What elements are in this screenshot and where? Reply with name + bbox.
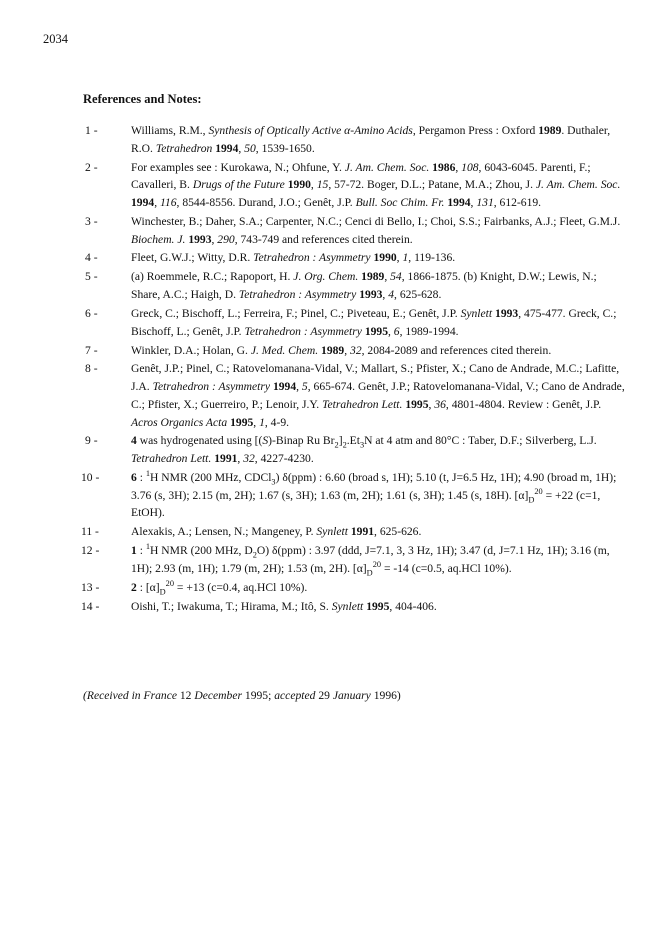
text-segment: 1991	[350, 525, 375, 539]
text-segment: 1996)	[370, 689, 401, 702]
reference-number: 7 -	[85, 343, 98, 357]
text-segment: 131	[476, 196, 494, 209]
reference-text	[131, 344, 551, 357]
text-segment: = +22 (c=1, EtOH).	[131, 488, 601, 520]
text-segment: 2	[342, 440, 347, 450]
text-segment: J. Am. Chem. Soc.	[535, 178, 621, 192]
text-segment: :	[136, 544, 146, 558]
reference-number: 10 -	[81, 471, 100, 485]
reference-text	[131, 161, 620, 209]
text-segment: 15	[316, 178, 329, 192]
text-segment: 1989	[538, 124, 562, 137]
reference-number: 4 -	[85, 251, 98, 265]
text-segment: Tetrahedron Lett.	[131, 452, 212, 466]
text-segment: accepted	[274, 689, 316, 702]
references-list	[0, 122, 672, 617]
text-segment: D	[366, 568, 373, 578]
text-segment: 3	[271, 477, 276, 487]
text-segment: ,	[428, 397, 435, 411]
reference-number: 11 -	[81, 525, 99, 539]
text-segment: 1	[145, 542, 150, 552]
text-segment: H NMR (200 MHz, CDCl	[150, 471, 272, 485]
text-segment: 290	[217, 232, 235, 246]
text-segment: 2	[131, 580, 137, 594]
text-segment: Tetrahedron : Asymmetry	[244, 324, 362, 338]
text-segment: O) δ(ppm) : 3.97 (ddd, J=7.1, 3, 3 Hz, 1H); 3.47 (d, J=7.1 Hz, 1H); 3.16 (m, 1H); 2.93 (m, 1H); 1.79 (m, 2H); 1.53 (m, 2H). [α]	[131, 544, 610, 575]
text-segment: Winchester, B.; Daher, S.A.; Carpenter, N.C.; Cenci di Bello, I.; Choi, S.S.; Fairbanks, A.J.; Fleet, G.M.J.	[131, 214, 621, 228]
reference-text	[131, 434, 597, 465]
text-segment: H NMR (200 MHz, D	[150, 544, 253, 558]
text-segment: 1995;	[242, 689, 275, 702]
text-segment: , 743-749 and references cited therein.	[234, 232, 413, 246]
text-segment: 20	[372, 560, 382, 570]
text-segment: 4	[131, 434, 137, 448]
text-segment: Tetrahedron Lett.	[322, 397, 403, 411]
text-segment: ,	[470, 196, 477, 209]
text-segment: , 4801-4804. Review : Genêt, J.P.	[445, 397, 602, 411]
text-segment: = +13 (c=0.4, aq.HCl 10%).	[174, 580, 308, 594]
text-segment: Biochem. J.	[131, 232, 186, 246]
text-segment: Tetrahedron : Asymmetry	[152, 380, 271, 394]
text-segment: 1989	[321, 343, 345, 357]
text-segment: ) δ(ppm) : 6.60 (broad s, 1H); 5.10 (t, J=6.5 Hz, 1H); 4.90 (broad m, 1H); 3.76 (s, 3H); 2.15 (m, 2H); 1.67 (s, 3H); 1.63 (m, 2H); 1.61 (s, 3H); 1.45 (s, 18H). [α]	[131, 471, 617, 502]
text-segment: 32	[243, 452, 255, 466]
reference-text	[131, 307, 616, 338]
text-segment: 1	[145, 469, 150, 479]
text-segment: Drugs of the Future	[192, 178, 285, 192]
text-segment: :	[136, 471, 146, 485]
text-segment: , 475-477. Greck, C.; Bischoff, L.; Genêt, J.P.	[131, 306, 617, 338]
received-note	[83, 689, 401, 702]
text-segment: 1994	[131, 196, 155, 209]
reference-item	[0, 249, 672, 267]
text-segment: ,	[382, 288, 389, 302]
text-segment: 1994	[215, 141, 239, 155]
reference-text	[131, 600, 437, 613]
text-segment: 6	[393, 324, 400, 338]
text-segment: ,	[211, 232, 218, 246]
text-segment: , 1866-1875. (b) Knight, D.W.; Lewis, N.; Share, A.C.; Haigh, D.	[131, 270, 597, 302]
text-segment: 6	[131, 471, 137, 485]
text-segment: D	[159, 587, 166, 597]
text-segment: 1995	[230, 415, 254, 429]
text-segment: 1993	[359, 288, 383, 302]
reference-number: 12 -	[81, 544, 100, 558]
text-segment: S	[262, 434, 269, 448]
text-segment: ,	[396, 251, 403, 265]
reference-item	[0, 579, 672, 597]
text-segment: Tetrahedron	[155, 141, 213, 155]
reference-number: 5 -	[85, 270, 98, 284]
text-segment: )-Binap Ru Br	[268, 434, 335, 448]
text-segment: Genêt, J.P.; Pinel, C.; Ratovelomanana-Vidal, V.; Mallart, S.; Pfister, X.; Cano de Andrade, M.C.; Lafitte, J.A.	[131, 362, 620, 394]
text-segment: , 612-619.	[493, 196, 542, 209]
reference-text	[131, 270, 597, 301]
text-segment: 2	[252, 550, 257, 560]
text-segment: For examples see : Kurokawa, N.; Ohfune, Y.	[131, 160, 345, 174]
text-segment: Synlett	[316, 525, 348, 539]
text-segment: 1	[131, 544, 137, 558]
text-segment: , Pergamon Press : Oxford	[412, 124, 539, 137]
reference-item	[0, 159, 672, 212]
text-segment: 108	[461, 160, 479, 174]
reference-item	[0, 305, 672, 340]
text-segment: 2	[334, 440, 339, 450]
text-segment: J. Med. Chem.	[250, 343, 319, 357]
reference-number: 13 -	[81, 580, 100, 594]
text-segment: 12	[176, 689, 195, 702]
text-segment: Tetrahedron : Asymmetry	[253, 251, 371, 265]
text-segment: , 625-626.	[374, 525, 422, 539]
text-segment: D	[528, 495, 535, 505]
reference-item	[0, 598, 672, 616]
text-segment: Greck, C.; Bischoff, L.; Ferreira, F.; Pinel, C.; Piveteau, E.; Genêt, J.P.	[131, 306, 461, 320]
reference-item	[0, 523, 672, 541]
text-segment: Synlett	[331, 599, 364, 613]
text-segment: 50	[244, 141, 256, 155]
page-number: 2034	[43, 32, 68, 46]
text-segment: 1	[259, 415, 265, 429]
text-segment: , 8544-8556. Durand, J.O.; Genêt, J.P.	[176, 196, 356, 209]
reference-number: 6 -	[85, 306, 98, 320]
reference-item	[0, 469, 672, 522]
text-segment: ,	[388, 324, 394, 338]
reference-item	[0, 360, 672, 431]
text-segment: .Et	[346, 434, 360, 448]
text-segment: Acros Organics Acta	[131, 415, 228, 429]
text-segment: , 625-628.	[394, 288, 442, 302]
text-segment: J. Org. Chem.	[293, 270, 359, 284]
text-segment: 1990	[287, 178, 311, 192]
text-segment: was hydrogenated using [(	[136, 434, 263, 448]
text-segment: 1993	[188, 232, 212, 246]
reference-item	[0, 542, 672, 577]
reference-number: 1 -	[85, 124, 98, 137]
text-segment: 1993	[495, 306, 519, 320]
text-segment: 5	[301, 380, 308, 394]
reference-text	[131, 542, 610, 578]
text-segment: ,	[344, 343, 351, 357]
text-segment: ,	[238, 141, 245, 155]
text-segment: 116	[159, 196, 177, 209]
text-segment: , 57-72. Boger, D.L.; Patane, M.A.; Zhou, J.	[328, 178, 536, 192]
text-segment: 20	[165, 578, 174, 588]
text-segment: Oishi, T.; Iwakuma, T.; Hirama, M.; Itô, S.	[131, 599, 332, 613]
text-segment: 4	[388, 288, 395, 302]
reference-item	[0, 342, 672, 360]
text-segment: 1	[402, 251, 409, 265]
text-segment: , 4-9.	[264, 415, 290, 429]
text-segment: Synlett	[460, 306, 493, 320]
text-segment: 1995	[405, 397, 429, 411]
text-segment: 1994	[447, 196, 471, 209]
text-segment: 3	[359, 440, 365, 450]
reference-number: 14 -	[81, 599, 100, 613]
reference-number: 3 -	[85, 214, 98, 228]
text-segment: 1989	[361, 270, 385, 284]
text-segment: : [α]	[136, 580, 160, 594]
text-segment: ,	[237, 452, 244, 466]
text-segment: J. Am. Chem. Soc.	[344, 160, 430, 174]
reference-number: 8 -	[85, 362, 98, 376]
text-segment: Winkler, D.A.; Holan, G.	[131, 343, 251, 357]
text-segment: 1986	[432, 160, 456, 174]
reference-item	[0, 122, 672, 157]
text-segment: (Received in France	[83, 689, 177, 702]
text-segment: 1995	[366, 599, 390, 613]
text-segment: N at 4 atm and 80°C : Taber, D.F.; Silverberg, L.J.	[364, 434, 597, 448]
text-segment: 1990	[373, 251, 397, 265]
reference-text	[131, 251, 455, 264]
reference-item	[0, 432, 672, 467]
text-segment: ]	[338, 434, 343, 448]
text-segment: Fleet, G.W.J.; Witty, D.R.	[131, 251, 254, 265]
text-segment: ,	[154, 196, 160, 209]
reference-item	[0, 268, 672, 303]
text-segment: 1994	[272, 380, 297, 394]
text-segment: ,	[384, 270, 391, 284]
text-segment: , 119-136.	[408, 251, 456, 265]
text-segment: 20	[534, 486, 543, 496]
text-segment: December	[194, 689, 243, 702]
text-segment: January	[332, 689, 371, 702]
text-segment: , 1989-1994.	[399, 324, 459, 338]
text-segment: 54	[390, 270, 402, 284]
reference-text	[131, 471, 616, 519]
text-segment: 1991	[214, 452, 238, 466]
text-segment: Bull. Soc Chim. Fr.	[355, 196, 445, 209]
section-heading: References and Notes:	[83, 92, 202, 106]
text-segment: , 1539-1650.	[255, 141, 315, 155]
text-segment: , 6043-6045. Parenti, F.; Cavalleri, B.	[131, 160, 591, 192]
text-segment: (a) Roemmele, R.C.; Rapoport, H.	[131, 270, 294, 284]
text-segment: Alexakis, A.; Lensen, N.; Mangeney, P.	[131, 525, 317, 539]
text-segment: Tetrahedron : Asymmetry	[238, 288, 357, 302]
text-segment: , 2084-2089 and references cited therein.	[361, 343, 552, 357]
text-segment: Synthesis of Optically Active α-Amino Acids	[208, 124, 413, 137]
text-segment: Williams, R.M.,	[131, 124, 209, 137]
reference-text	[131, 362, 625, 428]
text-segment: 36	[434, 397, 446, 411]
reference-text	[131, 525, 421, 538]
text-segment: ,	[310, 178, 317, 192]
text-segment: 32	[350, 343, 362, 357]
reference-text	[131, 215, 620, 246]
text-segment: = -14 (c=0.5, aq.HCl 10%).	[381, 561, 512, 575]
text-segment: 29	[315, 689, 333, 702]
text-segment: , 665-674. Genêt, J.P.; Ratovelomanana-Vidal, V.; Cano de Andrade, C.; Pfister, X.; Guerreiro, P.; Lenoir, J.Y.	[131, 380, 625, 411]
text-segment: . Duthaler, R.O.	[131, 124, 611, 155]
text-segment: 1995	[364, 324, 388, 338]
reference-text	[131, 578, 308, 597]
text-segment: ,	[253, 415, 260, 429]
text-segment: ,	[296, 380, 302, 394]
reference-number: 9 -	[85, 434, 98, 448]
text-segment: ,	[455, 160, 462, 174]
text-segment: , 404-406.	[389, 599, 437, 613]
reference-item	[0, 213, 672, 248]
text-segment: , 4227-4230.	[254, 452, 314, 466]
reference-text	[131, 124, 610, 155]
reference-number: 2 -	[85, 160, 98, 174]
